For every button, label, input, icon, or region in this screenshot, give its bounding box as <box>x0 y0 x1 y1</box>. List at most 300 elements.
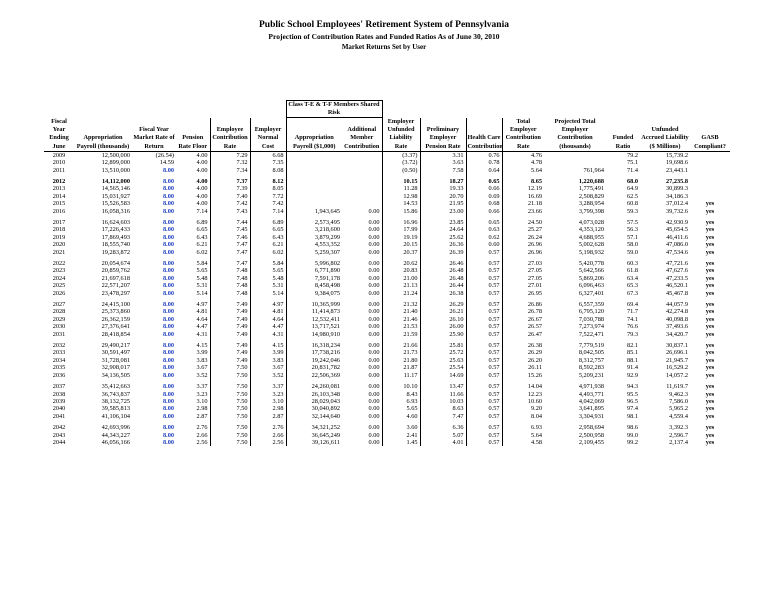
cell-amc: 0.00 <box>342 391 382 398</box>
cell-proj: 6,327,401 <box>578 289 604 297</box>
cell-ul: 21.24 <box>382 290 420 297</box>
cell-nc: 4.15 <box>250 342 286 349</box>
cell-gasb: yes <box>705 330 715 338</box>
cell-payroll: 35,412,663 <box>101 383 130 391</box>
table-row <box>44 372 730 379</box>
cell-ual: 2,137.4 <box>669 438 688 446</box>
cell-ret: 8.00 <box>162 185 174 193</box>
cell-ual: 34,420.7 <box>665 330 688 338</box>
cell-emp: 7.49 <box>210 323 250 330</box>
cell-payroll: 46,056,166 <box>101 438 130 446</box>
cell-ret: 8.00 <box>162 349 174 357</box>
cell-ual: 7,586.0 <box>669 397 688 405</box>
cell-payroll: 36,743,837 <box>101 390 130 398</box>
cell-hc: 0.57 <box>466 372 502 379</box>
cell-ret: 8.00 <box>162 248 174 256</box>
cell-nc: 2.56 <box>250 439 286 446</box>
cell-ual: 27,235.8 <box>665 177 688 185</box>
cell-pre: 26.36 <box>449 241 464 249</box>
cell-pre: 23.85 <box>449 218 464 226</box>
cell-hc: 0.57 <box>466 439 502 446</box>
cell-ap: 17,738,216 <box>286 349 342 356</box>
cell-tot: 26.47 <box>527 330 542 338</box>
cell-ret: 8.00 <box>162 323 174 331</box>
cell-ap: 39,126,611 <box>286 439 342 446</box>
cell-emp: 7.49 <box>210 308 250 315</box>
cell-payroll: 15,031,927 <box>101 192 130 200</box>
cell-payroll: 14,565,146 <box>101 185 130 193</box>
cell-amc: 0.00 <box>342 282 382 289</box>
cell-proj: 761,964 <box>583 166 604 174</box>
cell-floor: 4.81 <box>196 308 208 316</box>
cell-amc <box>342 200 382 207</box>
cell-payroll: 31,728,081 <box>101 356 130 364</box>
cell-gasb: yes <box>705 267 715 275</box>
cell-ul: 1.45 <box>382 439 420 446</box>
cell-hc: 0.69 <box>466 193 502 200</box>
cell-ual: 15,739.2 <box>665 151 688 159</box>
cell-pre: 6.36 <box>452 424 464 432</box>
cell-payroll: 17,226,433 <box>101 226 130 234</box>
cell-fr: 76.6 <box>626 323 638 331</box>
cell-pre: 26.10 <box>449 315 464 323</box>
cell-proj: 5,198,932 <box>578 248 604 256</box>
table-row <box>44 308 730 315</box>
cell-amc: 0.00 <box>342 413 382 420</box>
cell-ul: 11.28 <box>382 185 420 192</box>
cell-floor: 2.98 <box>196 405 208 413</box>
cell-year: 2023 <box>52 267 66 275</box>
cell-nc: 3.67 <box>250 364 286 371</box>
cell-ual: 40,098.8 <box>665 315 688 323</box>
cell-floor: 4.00 <box>196 166 208 174</box>
cell-ual: 46,411.6 <box>666 233 688 241</box>
cell-hc: 0.57 <box>466 349 502 356</box>
cell-pre: 20.70 <box>449 192 464 200</box>
cell-hc: 0.76 <box>466 151 502 159</box>
cell-amc: 0.00 <box>342 331 382 338</box>
cell-nc: 6.02 <box>250 249 286 256</box>
cell-ul: 10.15 <box>382 178 420 185</box>
cell-year: 2036 <box>52 371 66 379</box>
cell-pre: 26.46 <box>449 260 464 267</box>
cell-proj: 1,775,491 <box>578 185 604 193</box>
cell-fr: 60.3 <box>626 260 638 267</box>
cell-hc: 0.57 <box>466 301 502 308</box>
cell-ret: 8.00 <box>162 438 174 446</box>
cell-year: 2026 <box>52 289 66 297</box>
cell-pre: 7.47 <box>452 412 464 420</box>
cell-nc: 7.35 <box>250 159 286 166</box>
cell-year: 2027 <box>52 301 66 309</box>
cell-ul: 12.98 <box>382 193 420 200</box>
cell-fr: 85.1 <box>626 349 638 357</box>
cell-proj: 3,641,895 <box>578 405 604 413</box>
cell-ap: 3,218,600 <box>286 226 342 233</box>
cell-ual: 30,899.3 <box>665 185 688 193</box>
cell-emp: 7.49 <box>210 301 250 308</box>
cell-ret: 8.00 <box>162 424 174 432</box>
cell-proj: 3,288,954 <box>578 200 604 208</box>
cell-ap <box>286 185 342 192</box>
cell-pre: 13.47 <box>449 383 464 391</box>
cell-ual: 47,721.6 <box>665 260 688 267</box>
cell-pre: 11.66 <box>449 390 464 398</box>
cell-proj: 4,073,028 <box>578 218 604 226</box>
cell-gasb: yes <box>705 282 715 290</box>
cell-nc: 8.05 <box>250 185 286 192</box>
table-row <box>44 290 730 297</box>
cell-gasb: yes <box>705 438 715 446</box>
cell-year: 2034 <box>52 356 66 364</box>
cell-ual: 11,619.7 <box>666 383 688 391</box>
cell-payroll: 26,362,159 <box>101 315 130 323</box>
cell-proj: 7,779,519 <box>578 342 604 350</box>
cell-year: 2010 <box>52 159 66 167</box>
cell-payroll: 30,591,497 <box>101 349 130 357</box>
cell-emp: 7.47 <box>210 241 250 248</box>
cell-year: 2021 <box>52 248 66 256</box>
table-row <box>44 267 730 274</box>
cell-hc: 0.57 <box>466 249 502 256</box>
cell-gasb: yes <box>705 342 715 350</box>
cell-ret: 8.00 <box>162 412 174 420</box>
cell-floor: 4.00 <box>196 200 208 208</box>
cell-fr: 67.3 <box>626 289 638 297</box>
cell-ap: 26,103,348 <box>286 391 342 398</box>
cell-ul: 21.00 <box>382 275 420 282</box>
column-header: Preliminary Employer Pension Rate <box>420 118 466 151</box>
cell-nc: 3.37 <box>250 383 286 390</box>
cell-ret: 8.00 <box>162 166 174 174</box>
cell-ul: (0.50) <box>382 167 420 174</box>
cell-gasb <box>690 178 730 185</box>
cell-ul: 4.60 <box>382 413 420 420</box>
cell-emp: 7.50 <box>210 391 250 398</box>
cell-ap: 19,242,046 <box>286 357 342 364</box>
cell-amc <box>342 178 382 185</box>
table-row <box>44 413 730 420</box>
cell-ul: 10.10 <box>382 383 420 390</box>
cell-payroll: 18,555,740 <box>101 241 130 249</box>
cell-ap <box>286 200 342 207</box>
cell-emp: 7.50 <box>210 439 250 446</box>
cell-ul: 21.13 <box>382 282 420 289</box>
cell-emp: 7.50 <box>210 405 250 412</box>
cell-emp: 7.29 <box>210 151 250 159</box>
cell-proj: 7,522,471 <box>578 330 604 338</box>
cell-year: 2025 <box>52 282 66 290</box>
cell-amc: 0.00 <box>342 349 382 356</box>
cell-ret: 8.00 <box>162 356 174 364</box>
cell-hc: 0.57 <box>466 364 502 371</box>
cell-floor: 4.00 <box>196 185 208 193</box>
cell-floor: 4.00 <box>196 151 208 159</box>
cell-proj: 1,220,688 <box>578 177 604 185</box>
cell-nc: 8.08 <box>250 167 286 174</box>
cell-hc: 0.63 <box>466 226 502 233</box>
cell-year: 2038 <box>52 390 66 398</box>
cell-tot: 9.20 <box>530 405 542 413</box>
cell-ret: 8.00 <box>162 267 174 275</box>
cell-nc: 2.87 <box>250 413 286 420</box>
cell-ap: 22,506,369 <box>286 372 342 379</box>
cell-floor: 6.02 <box>196 248 208 256</box>
cell-year: 2030 <box>52 323 66 331</box>
cell-emp: 7.49 <box>210 342 250 349</box>
cell-emp: 7.47 <box>210 260 250 267</box>
cell-ret: 8.00 <box>162 383 174 391</box>
cell-proj: 2,508,829 <box>578 192 604 200</box>
cell-payroll: 44,343,227 <box>101 431 130 439</box>
cell-gasb: yes <box>705 248 715 256</box>
cell-ap: 3,879,299 <box>286 234 342 241</box>
cell-ap: 10,365,999 <box>286 301 342 308</box>
cell-gasb: yes <box>705 226 715 234</box>
cell-proj: 2,958,694 <box>578 424 604 432</box>
cell-ap <box>286 178 342 185</box>
cell-gasb: yes <box>705 424 715 432</box>
cell-nc: 4.97 <box>250 301 286 308</box>
cell-payroll: 16,624,603 <box>101 218 130 226</box>
cell-ual: 45,467.8 <box>665 289 688 297</box>
cell-floor: 4.15 <box>196 342 208 350</box>
cell-amc: 0.00 <box>342 275 382 282</box>
cell-nc: 5.48 <box>250 275 286 282</box>
cell-hc: 0.57 <box>466 308 502 315</box>
cell-amc: 0.00 <box>342 290 382 297</box>
cell-emp: 7.46 <box>210 234 250 241</box>
cell-nc: 5.14 <box>250 290 286 297</box>
cell-hc: 0.57 <box>466 290 502 297</box>
cell-hc: 0.57 <box>466 282 502 289</box>
cell-ret: 8.00 <box>162 282 174 290</box>
cell-hc: 0.57 <box>466 316 502 323</box>
cell-ul: 11.17 <box>382 372 420 379</box>
cell-fr: 59.0 <box>626 248 638 256</box>
cell-proj: 4,971,938 <box>578 383 604 391</box>
cell-ap <box>286 167 342 174</box>
cell-proj: 6,557,359 <box>578 301 604 309</box>
cell-fr: 62.5 <box>626 192 638 200</box>
cell-proj: 8,592,283 <box>578 364 604 372</box>
cell-floor: 4.64 <box>196 315 208 323</box>
cell-hc: 0.57 <box>466 383 502 390</box>
cell-year: 2018 <box>52 226 66 234</box>
cell-proj: 5,002,628 <box>578 241 604 249</box>
cell-gasb <box>690 159 730 166</box>
cell-ul: 14.53 <box>382 200 420 207</box>
column-header: Employee Contribution Rate <box>210 118 250 151</box>
cell-fr: 99.0 <box>626 431 638 439</box>
table-row <box>44 178 730 185</box>
cell-pre: 19.33 <box>449 185 464 193</box>
cell-fr: 56.3 <box>626 226 638 234</box>
cell-fr: 65.3 <box>626 282 638 290</box>
cell-fr: 96.5 <box>626 397 638 405</box>
cell-ual: 34,186.3 <box>665 192 688 200</box>
cell-emp: 7.40 <box>210 193 250 200</box>
cell-gasb <box>690 185 730 192</box>
cell-ap: 28,029,043 <box>286 398 342 405</box>
cell-ual: 39,732.6 <box>665 207 688 215</box>
cell-pre: 3.31 <box>452 151 464 159</box>
cell-nc: 6.68 <box>250 151 286 159</box>
cell-proj: 2,109,455 <box>578 438 604 446</box>
cell-ual: 19,698.6 <box>665 159 688 167</box>
table-row <box>44 226 730 233</box>
cell-ret: 8.00 <box>162 330 174 338</box>
cell-gasb: yes <box>705 301 715 309</box>
cell-proj: 7,030,788 <box>578 315 604 323</box>
cell-nc: 6.65 <box>250 226 286 233</box>
cell-pre: 26.48 <box>449 274 464 282</box>
cell-nc: 2.76 <box>250 424 286 431</box>
table-row <box>44 249 730 256</box>
table-row <box>44 193 730 200</box>
cell-ap: 1,943,645 <box>286 208 342 215</box>
cell-fr: 63.4 <box>626 274 638 282</box>
cell-proj: 4,688,955 <box>578 233 604 241</box>
cell-hc: 0.57 <box>466 424 502 431</box>
cell-payroll: 12,899,000 <box>101 159 130 167</box>
table-row <box>44 241 730 248</box>
cell-tot: 10.60 <box>527 397 542 405</box>
cell-ret: 8.00 <box>162 192 174 200</box>
cell-proj: 3,799,398 <box>578 207 604 215</box>
cell-ul: 8.43 <box>382 391 420 398</box>
cell-emp: 7.48 <box>210 275 250 282</box>
cell-amc: 0.00 <box>342 234 382 241</box>
cell-year: 2012 <box>52 177 66 185</box>
cell-fr: 57.5 <box>626 218 638 226</box>
cell-pre: 5.07 <box>452 431 464 439</box>
column-header: Fiscal Year Market Rate of Return <box>132 118 176 151</box>
cell-ret: 8.00 <box>162 241 174 249</box>
cell-hc: 0.66 <box>466 208 502 215</box>
table-row <box>44 342 730 349</box>
cell-ual: 5,965.2 <box>669 405 688 413</box>
cell-pre: 26.44 <box>449 282 464 290</box>
cell-gasb: yes <box>705 233 715 241</box>
cell-proj <box>544 159 606 166</box>
cell-ap: 2,573,495 <box>286 219 342 226</box>
cell-year: 2014 <box>52 192 66 200</box>
cell-ul: 15.86 <box>382 208 420 215</box>
cell-ual: 2,596.7 <box>669 431 688 439</box>
cell-amc <box>342 151 382 159</box>
cell-hc: 0.57 <box>466 398 502 405</box>
cell-floor: 3.99 <box>196 349 208 357</box>
cell-fr: 59.3 <box>626 207 638 215</box>
table-row <box>44 200 730 207</box>
report-subtitle-2: Market Returns Set by User <box>341 43 427 51</box>
cell-payroll: 27,376,641 <box>101 323 130 331</box>
table-row <box>44 159 730 166</box>
cell-proj: 7,273,974 <box>578 323 604 331</box>
cell-hc: 0.57 <box>466 267 502 274</box>
cell-ret: 8.00 <box>162 405 174 413</box>
cell-ap: 7,591,178 <box>286 275 342 282</box>
cell-hc: 0.68 <box>466 200 502 207</box>
cell-amc: 0.00 <box>342 405 382 412</box>
cell-tot: 15.26 <box>527 371 542 379</box>
cell-ret: 8.00 <box>162 260 174 267</box>
cell-ret: 8.00 <box>162 342 174 350</box>
cell-fr: 58.0 <box>626 241 638 249</box>
cell-floor: 6.21 <box>196 241 208 249</box>
cell-emp: 7.39 <box>210 185 250 192</box>
cell-ul: 21.46 <box>382 316 420 323</box>
cell-ap: 9,384,075 <box>286 290 342 297</box>
cell-pre: 25.62 <box>449 233 464 241</box>
cell-tot: 12.19 <box>527 185 542 193</box>
column-header: Employer Unfunded Liability Rate <box>382 118 420 151</box>
cell-floor: 5.65 <box>196 267 208 275</box>
table-row <box>44 424 730 431</box>
cell-amc: 0.00 <box>342 439 382 446</box>
cell-tot: 5.64 <box>530 431 542 439</box>
cell-fr: 71.7 <box>626 308 638 316</box>
cell-amc <box>342 159 382 166</box>
cell-pre: 8.63 <box>452 405 464 413</box>
cell-nc: 8.12 <box>250 178 286 185</box>
cell-floor: 6.43 <box>196 233 208 241</box>
cell-nc: 4.81 <box>250 308 286 315</box>
cell-payroll: 14,112,000 <box>102 177 130 185</box>
table-row <box>44 439 730 446</box>
cell-gasb: yes <box>705 260 715 267</box>
cell-ul: 16.96 <box>382 219 420 226</box>
cell-fr: 74.1 <box>626 315 638 323</box>
cell-floor: 4.00 <box>196 177 208 185</box>
cell-floor: 3.52 <box>196 371 208 379</box>
cell-ret: 8.00 <box>162 308 174 316</box>
cell-emp: 7.32 <box>210 159 250 166</box>
cell-ret: 8.00 <box>162 289 174 297</box>
cell-tot: 23.66 <box>527 207 542 215</box>
table-row <box>44 185 730 192</box>
cell-nc: 6.43 <box>250 234 286 241</box>
cell-emp: 7.50 <box>210 432 250 439</box>
column-header: Projected Total Employer Contribution (thousands) <box>544 118 606 151</box>
cell-fr: 79.3 <box>626 330 638 338</box>
column-header: Appropriation Payroll (thousands) <box>74 118 132 151</box>
cell-nc: 6.21 <box>250 241 286 248</box>
cell-tot: 26.86 <box>527 301 542 309</box>
cell-ret: 8.00 <box>162 233 174 241</box>
cell-emp: 7.44 <box>210 219 250 226</box>
cell-gasb: yes <box>705 390 715 398</box>
cell-payroll: 38,132,725 <box>101 397 130 405</box>
cell-year: 2032 <box>52 342 66 350</box>
cell-floor: 3.67 <box>196 364 208 372</box>
cell-gasb: yes <box>705 349 715 357</box>
cell-tot: 26.78 <box>527 308 542 316</box>
column-header: GASB Compliant? <box>690 118 730 151</box>
cell-emp: 7.50 <box>210 372 250 379</box>
table-row <box>44 167 730 174</box>
cell-ual: 4,559.4 <box>669 412 688 420</box>
cell-gasb: yes <box>705 289 715 297</box>
cell-nc: 4.64 <box>250 316 286 323</box>
cell-payroll: 19,283,872 <box>101 248 130 256</box>
table-row <box>44 301 730 308</box>
cell-floor: 4.00 <box>196 159 208 167</box>
cell-year: 2013 <box>52 185 66 193</box>
column-header: Additional Member Contribution <box>342 118 382 151</box>
cell-floor: 2.76 <box>196 424 208 432</box>
